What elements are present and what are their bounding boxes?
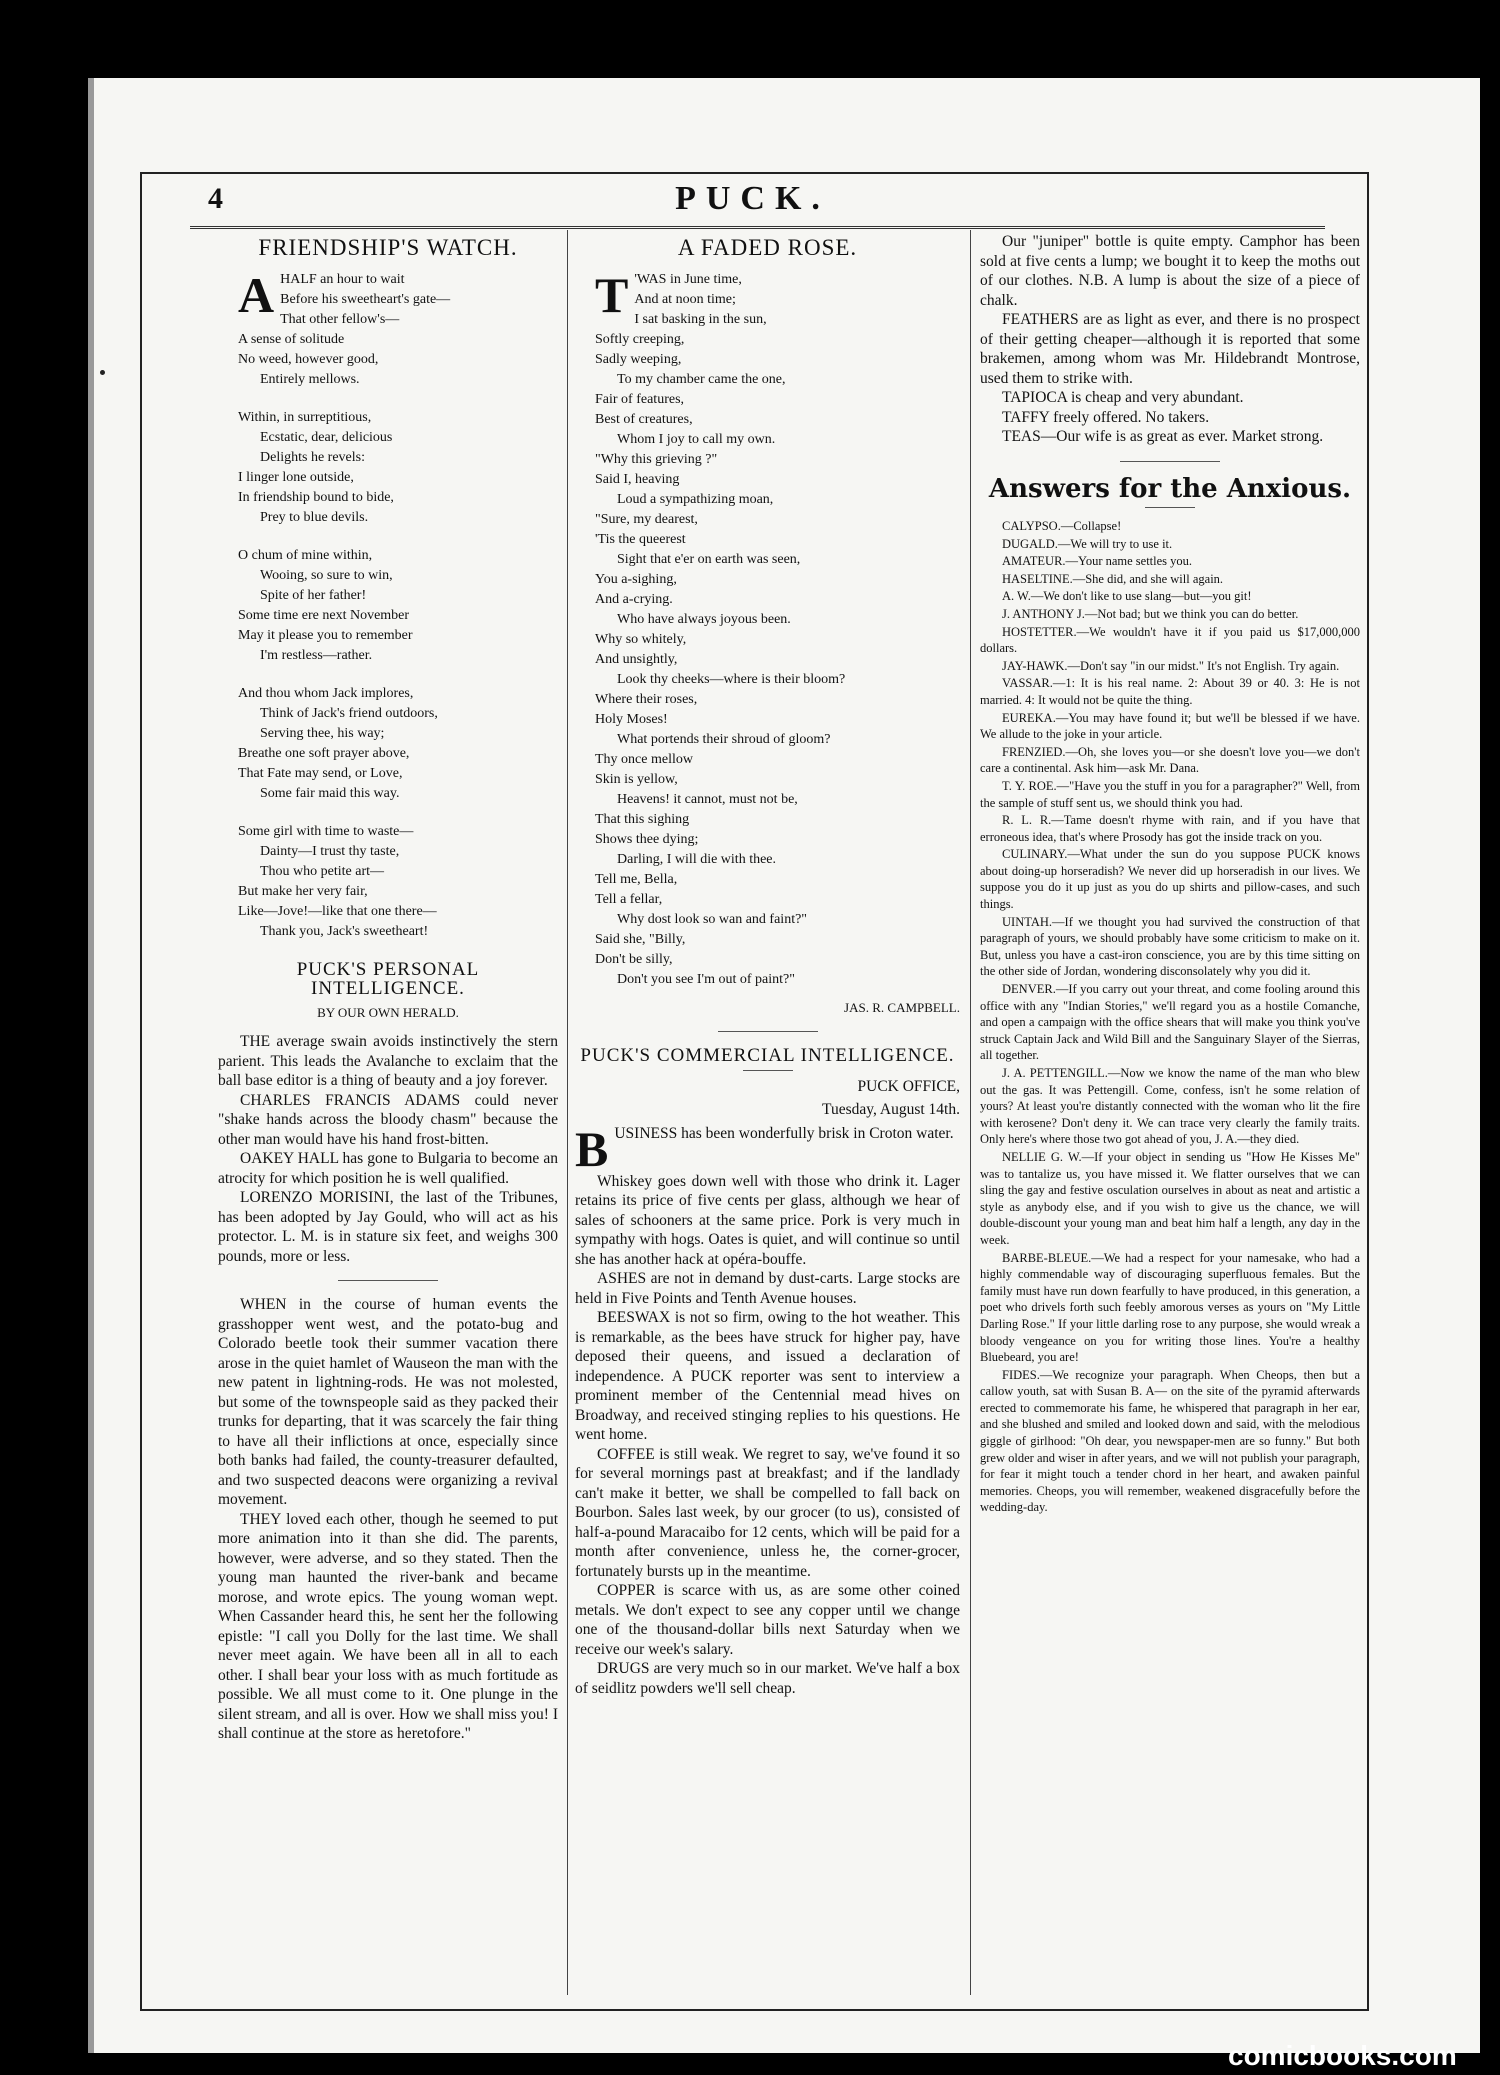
poem-line: Why so whitely,	[595, 631, 687, 647]
poem-line: Before his sweetheart's gate—	[280, 291, 451, 307]
poem-line: O chum of mine within,	[238, 547, 373, 563]
paragraph: BEESWAX is not so firm, owing to the hot weather. This is remarkable, as the bees have struck for higher pay, have deposed their queens, and issued a declaration of independence. A PUCK reporter was sent to interview a prominent member of the Centennial mead hives on Broadway, and received stinging replies to his questions. He went home.	[575, 1309, 960, 1443]
poem-line: Tell a fellar,	[595, 891, 663, 907]
poem-signature: JAS. R. CAMPBELL.	[844, 999, 960, 1015]
poem-line: No weed, however good,	[238, 351, 379, 367]
header-rule	[190, 226, 1325, 229]
poem-line: Thou who petite art—	[260, 863, 385, 879]
poem-line: And a-crying.	[595, 591, 673, 607]
section-title: PUCK'S COMMERCIAL INTELLIGENCE.	[580, 1045, 955, 1066]
paragraph: TEAS—Our wife is as great as ever. Market strong.	[1002, 428, 1324, 445]
answer-item: NELLIE G. W.—If your object in sending us "How He Kisses Me" was to tantalize us, you have missed it. We flatter ourselves that we can sling the gay and festive osculation ourselves in about as neat and artistic a style as anybody else, and if you wish to give us the chance, we will double-discount your young man and beat him half a length, any day in the week.	[980, 1149, 1360, 1247]
answers-list	[980, 518, 1360, 1516]
poem-line: But make her very fair,	[238, 883, 368, 899]
answer-item: FRENZIED.—Oh, she loves you—or she doesn't love you—we don't care a continental. Ask him—ask Mr. Dana.	[980, 744, 1360, 776]
poem-line: Some girl with time to waste—	[238, 823, 414, 839]
answer-item: A. W.—We don't like to use slang—but—you git!	[1002, 589, 1252, 604]
poem-line: Dainty—I trust thy taste,	[260, 843, 400, 859]
section-title: Answers for the Anxious.	[988, 473, 1352, 504]
poem-stanza	[238, 822, 558, 942]
column-1	[218, 232, 558, 1997]
answer-item: J. A. PETTENGILL.—Now we know the name of the man who blew out the gas. It was Pettengill. Come, confess, isn't he some relation of yours? At least you're distantly connected with the woman who lit the fire with kerosene? Don't deny it. We can trace very clearly the family traits. Only here's where those two got ahead of you, J. A.—they died.	[980, 1066, 1360, 1147]
poem-line: Tell me, Bella,	[595, 871, 678, 887]
poem-line: That other fellow's—	[280, 311, 400, 327]
poem-line: Some time ere next November	[238, 607, 410, 623]
poem-line: Loud a sympathizing moan,	[617, 491, 774, 507]
poem-line: Darling, I will die with thee.	[617, 851, 777, 867]
separator-rule	[338, 1280, 438, 1281]
paragraph: TAPIOCA is cheap and very abundant.	[1002, 389, 1244, 406]
poem-line: Delights he revels:	[260, 449, 365, 465]
poem-title: A FADED ROSE.	[677, 235, 858, 260]
poem-line: Spite of her father!	[260, 587, 367, 603]
drop-cap: B	[575, 1120, 609, 1177]
separator-rule	[1120, 461, 1220, 462]
poem-line: Serving thee, his way;	[260, 725, 385, 741]
poem-stanza	[238, 546, 558, 666]
poem-line: HALF an hour to wait	[280, 271, 405, 287]
poem-line: Like—Jove!—like that one there—	[238, 903, 437, 919]
poem-line: Look thy cheeks—where is their bloom?	[617, 671, 846, 687]
poem-line: Thank you, Jack's sweetheart!	[260, 923, 429, 939]
separator-rule	[1145, 507, 1195, 508]
paragraph: ASHES are not in demand by dust-carts. Large stocks are held in Five Points and Tenth Avenue houses.	[575, 1270, 960, 1307]
poem-line: Don't you see I'm out of paint?"	[617, 971, 795, 987]
answer-item: DUGALD.—We will try to use it.	[1002, 536, 1173, 551]
poem-friendships-watch	[238, 266, 558, 942]
answer-item: HASELTINE.—She did, and she will again.	[1002, 571, 1224, 586]
personal-intelligence-text	[218, 1032, 558, 1266]
answer-item: DENVER.—If you carry out your threat, and come fooling around this office with any "Indian Stories," we'll regard you as a hostile Comanche, and open a campaign with the office shears that will make you think you've struck Captain Jack and Wild Bill and the Sanguinary Slayer of the Sierras, all together.	[980, 982, 1360, 1063]
poem-line: Don't be silly,	[595, 951, 673, 967]
answer-item: AMATEUR.—Your name settles you.	[1002, 554, 1193, 569]
answer-item: EUREKA.—You may have found it; but we'll be blessed if we have. We allude to the joke in your article.	[980, 710, 1360, 742]
paragraph: CHARLES FRANCIS ADAMS could never "shake hands across the bloody chasm" because the other man would have his hand frost-bitten.	[218, 1091, 558, 1148]
separator-rule	[718, 1031, 818, 1032]
poem-line: And thou whom Jack implores,	[238, 685, 414, 701]
poem-line: Sadly weeping,	[595, 351, 682, 367]
answer-item: T. Y. ROE.—"Have you the stuff in you for a paragrapher?" Well, from the sample of stuff sent us, we should think you had.	[980, 778, 1360, 810]
poem-line: And at noon time;	[634, 291, 736, 307]
poem-line: What portends their shroud of gloom?	[617, 731, 831, 747]
dateline-date: Tuesday, August 14th.	[822, 1101, 960, 1118]
paragraph: FEATHERS are as light as ever, and there is no prospect of their getting cheaper—although it is reported that some brakemen, among whom was Mr. Hildebrandt Montrose, used them to strike with.	[980, 311, 1360, 387]
answer-item: CALYPSO.—Collapse!	[1002, 519, 1122, 533]
paragraph: OAKEY HALL has gone to Bulgaria to become an atrocity for which position he is well qualified.	[218, 1150, 558, 1187]
paragraph: THE average swain avoids instinctively the stern parient. This leads the Avalanche to exclaim that the ball base editor is a thing of beauty and a joy forever.	[218, 1033, 558, 1089]
answer-item: FIDES.—We recognize your paragraph. When Cheops, then but a callow youth, sat with Susan B. A— on the site of the pyramid afterwards erected to commemorate his fame, he whispered that paragraph in her ear, and she blushed and smiled and looked down and said, with the melodious giggle of girlhood: "Oh dear, you newspaper-men are so funny." But both grew older and wiser in after years, and we will not publish your paragraph, for fear it might touch a tender chord in her heart, and awaken painful memories. Cheops, you will remember, weakened disgracefully before the wedding-day.	[980, 1367, 1360, 1515]
byline: BY OUR OWN HERALD.	[317, 1004, 459, 1020]
paragraph: USINESS has been wonderfully brisk in Croton water.	[614, 1124, 954, 1142]
column-divider	[970, 230, 971, 1995]
poem-line: Said I, heaving	[595, 471, 680, 487]
poem-line: Some fair maid this way.	[260, 785, 400, 801]
poem-line: Prey to blue devils.	[260, 509, 369, 525]
poem-stanza	[238, 684, 558, 804]
poem-line: I sat basking in the sun,	[634, 311, 767, 327]
page-number: 4	[208, 182, 223, 215]
poem-stanza	[238, 266, 558, 390]
poem-line: "Sure, my dearest,	[595, 511, 698, 527]
poem-line: Why dost look so wan and faint?"	[617, 911, 808, 927]
page-header	[150, 180, 1355, 228]
answer-item: VASSAR.—1: It is his real name. 2: About 39 or 40. 3: He is not married. 4: It would not be quite the thing.	[980, 676, 1360, 707]
paragraph: COFFEE is still weak. We regret to say, we've found it so for several mornings past at breakfast; and if the landlady can't make it better, we shall be compelled to fall back on Bourbon. Sales last week, by our grocer (to us), consisted of half-a-pound Maracaibo for 12 cents, which will be paid for a month after convenience, unless he, the corner-grocer, fortunately bursts up in the meantime.	[575, 1445, 960, 1580]
poem-line: Who have always joyous been.	[617, 611, 791, 627]
answer-item: R. L. R.—Tame doesn't rhyme with rain, and if you have that erroneous idea, that's where Prosody has got the inside track on you.	[980, 813, 1360, 844]
poem-line: I'm restless—rather.	[260, 647, 373, 663]
poem-stanza	[238, 408, 558, 528]
column-3	[980, 232, 1360, 1997]
poem-line: Within, in surreptitious,	[238, 409, 372, 425]
poem-line: 'Tis the queerest	[595, 531, 686, 547]
poem-line: "Why this grieving ?"	[595, 451, 718, 467]
poem-line: Wooing, so sure to win,	[260, 567, 393, 583]
paragraph: DRUGS are very much so in our market. We've half a box of seidlitz powders we'll sell cheap.	[575, 1660, 960, 1697]
poem-line: Thy once mellow	[595, 751, 693, 767]
paragraph: WHEN in the course of human events the grasshopper went west, and the potato-bug and Colorado beetle took their summer vacation there arose in the quiet hamlet of Wauseon the man with the new patent in lightning-rods. He was not molested, but some of the townspeople said as they packed their trunks for departing, that it was scarcely the fair thing to have all their inflictions at once, especially since both banks had failed, the county-treasurer defaulted, and two suspected deacons were organizing a revival movement.	[218, 1296, 558, 1508]
answer-item: JAY-HAWK.—Don't say "in our midst." It's not English. Try again.	[1002, 658, 1340, 673]
poem-line: Think of Jack's friend outdoors,	[260, 705, 438, 721]
poem-line: You a-sighing,	[595, 571, 677, 587]
poem-line: A sense of solitude	[238, 331, 345, 347]
poem-line: That this sighing	[595, 811, 690, 827]
answer-item: CULINARY.—What under the sun do you suppose PUCK knows about doing-up horseradish? We never did up horseradish in our lives. We suppose you do it up just as you do up shirts and pillow-cases, and such things.	[980, 847, 1360, 912]
poem-line: Skin is yellow,	[595, 771, 678, 787]
masthead-title: PUCK.	[675, 180, 830, 217]
paragraph: LORENZO MORISINI, the last of the Tribunes, has been adopted by Jay Gould, who will act as his protector. L. M. is in stature six feet, and weighs 300 pounds, more or less.	[218, 1189, 558, 1265]
commercial-intelligence-text	[575, 1120, 960, 1699]
poem-line: To my chamber came the one,	[617, 371, 786, 387]
poem-line: And unsightly,	[595, 651, 678, 667]
poem-line: Sight that e'er on earth was seen,	[617, 551, 801, 567]
poem-a-faded-rose	[595, 266, 960, 990]
paragraph: Whiskey goes down well with those who drink it. Lager retains its price of five cents per glass, although we hear of sales of schooners at the same price. Pork is very much in sympathy with hogs. Oates is quiet, and will continue so until she has another hack at opéra-bouffe.	[575, 1172, 960, 1268]
drop-cap: A	[238, 266, 275, 323]
dateline-office: PUCK OFFICE,	[857, 1077, 960, 1095]
paragraph: TAFFY freely offered. No takers.	[1002, 408, 1210, 426]
page-edge	[88, 78, 94, 2053]
column-2	[575, 232, 960, 1997]
paragraph: COPPER is scarce with us, as are some other coined metals. We don't expect to see any copper until we change one of the thousand-dollar bills next Saturday when we receive our week's salary.	[575, 1582, 960, 1658]
answer-item: HOSTETTER.—We wouldn't have it if you paid us $17,000,000 dollars.	[980, 624, 1360, 656]
poem-line: Entirely mellows.	[260, 371, 360, 387]
poem-line: In friendship bound to bide,	[238, 489, 394, 505]
answer-item: BARBE-BLEUE.—We had a respect for your namesake, who had a highly commendable way of discouraging superfluous females. But the family must have run down fearfully to have produced, in this generation, a poet who drivels forth such feebly amorous verses as yours on "My Little Darling Rose." If your little darling rose to any purpose, she would wreak a bloody vengeance on you for writing those lines. You're a healthy Bluebeard, you are!	[980, 1250, 1360, 1365]
watermark: comicbooks.com	[1228, 2040, 1457, 2071]
poem-line: Where their roses,	[595, 691, 698, 707]
poem-line: I linger lone outside,	[238, 469, 354, 485]
commercial-continued-text	[980, 232, 1360, 447]
separator-rule	[743, 1070, 793, 1071]
column-divider	[567, 230, 568, 1995]
poem-line: Ecstatic, dear, delicious	[260, 429, 393, 445]
poem-line: Shows thee dying;	[595, 831, 699, 847]
poem-line: That Fate may send, or Love,	[238, 765, 403, 781]
drop-cap: T	[595, 266, 629, 323]
section-title: PUCK'S PERSONAL INTELLIGENCE.	[296, 958, 480, 999]
margin-mark	[100, 370, 105, 375]
poem-line: Breathe one soft prayer above,	[238, 745, 410, 761]
poem-title: FRIENDSHIP'S WATCH.	[258, 235, 518, 260]
poem-line: May it please you to remember	[238, 627, 413, 643]
answer-item: J. ANTHONY J.—Not bad; but we think you can do better.	[1002, 606, 1299, 621]
poem-line: 'WAS in June time,	[634, 271, 742, 287]
story-text	[218, 1295, 558, 1744]
poem-line: Fair of features,	[595, 391, 685, 407]
poem-line: Said she, "Billy,	[595, 931, 686, 947]
poem-line: Whom I joy to call my own.	[617, 431, 776, 447]
poem-line: Holy Moses!	[595, 711, 668, 727]
poem-line: Heavens! it cannot, must not be,	[617, 791, 798, 807]
poem-line: Best of creatures,	[595, 411, 693, 427]
paragraph: THEY loved each other, though he seemed to put more animation into it than she did. The parents, however, were adverse, and so they stated. Then the young man haunted the river-bank and became morose, and wrote epics. The young woman wept. When Cassander heard this, he sent her the following epistle: "I call you Dolly for the last time. We shall never meet again. We have been all in all to each other. I shall bear your loss with as much fortitude as possible. We all must come to it. One plunge in the silent stream, and all is over. How we shall miss you! I shall continue at the store as heretofore."	[218, 1510, 558, 1742]
poem-line: Softly creeping,	[595, 331, 685, 347]
answer-item: UINTAH.—If we thought you had survived the construction of that paragraph of yours, we should probably have some criticism to make on it. But, unless you have a cast-iron conscience, you are by this time sitting on the other side of Jordan, wondering disconsolately why you did it.	[980, 914, 1360, 979]
paragraph: Our "juniper" bottle is quite empty. Camphor has been sold at five cents a lump; we bought it to keep the moths out of our clothes. N.B. A lump is about the size of a piece of chalk.	[980, 233, 1360, 309]
